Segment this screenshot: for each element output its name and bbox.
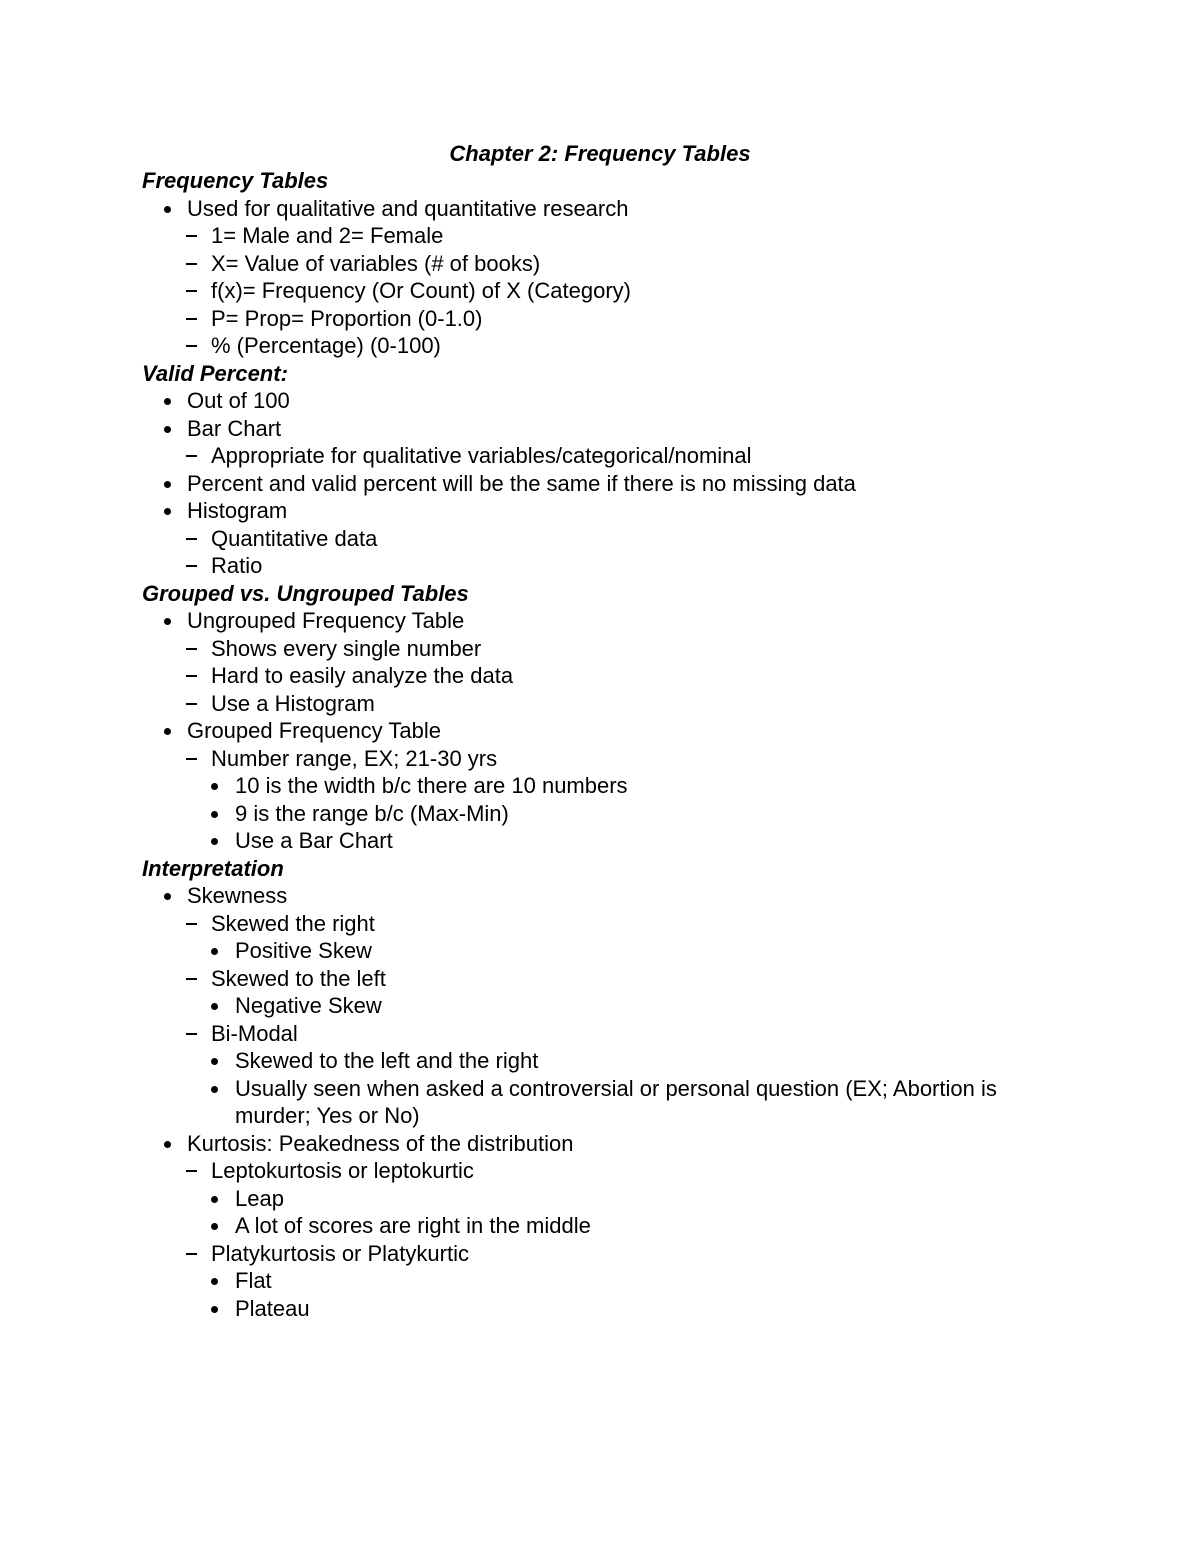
list-item: Skewed the right xyxy=(142,910,1062,938)
list-item: X= Value of variables (# of books) xyxy=(142,250,1062,278)
list-item: Skewed to the left and the right xyxy=(142,1047,1062,1075)
section-heading-frequency-tables: Frequency Tables xyxy=(142,168,329,193)
list-item: Bi-Modal xyxy=(142,1020,1062,1048)
list-item: Hard to easily analyze the data xyxy=(142,662,1062,690)
list-item: Use a Bar Chart xyxy=(142,827,1062,855)
list-item: Grouped Frequency Table xyxy=(142,717,1062,745)
list-item: Positive Skew xyxy=(142,937,1062,965)
list-item: Usually seen when asked a controversial or personal question (EX; Abortion is xyxy=(142,1075,1062,1103)
list-item: Histogram xyxy=(142,497,1062,525)
list-item: Plateau xyxy=(142,1295,1062,1323)
list-item: Negative Skew xyxy=(142,992,1062,1020)
list-item: Kurtosis: Peakedness of the distribution xyxy=(142,1130,1062,1158)
list-item: A lot of scores are right in the middle xyxy=(142,1212,1062,1240)
section-heading-valid-percent: Valid Percent: xyxy=(142,360,288,386)
list-item: % (Percentage) (0-100) xyxy=(142,332,1062,360)
list-item: Appropriate for qualitative variables/categorical/nominal xyxy=(142,442,1062,470)
list-item-continuation: murder; Yes or No) xyxy=(235,1103,420,1128)
list-item: Used for qualitative and quantitative research xyxy=(142,195,1062,223)
list-item: Ungrouped Frequency Table xyxy=(142,607,1062,635)
list-item: Bar Chart xyxy=(142,415,1062,443)
document-body xyxy=(142,167,1062,1322)
list-item: Skewness xyxy=(142,882,1062,910)
list-item: Ratio xyxy=(142,552,1062,580)
list-item: Platykurtosis or Platykurtic xyxy=(142,1240,1062,1268)
list-item: 9 is the range b/c (Max-Min) xyxy=(142,800,1062,828)
list-item: Use a Histogram xyxy=(142,690,1062,718)
section-heading-interpretation: Interpretation xyxy=(142,855,284,881)
list-item: 1= Male and 2= Female xyxy=(142,222,1062,250)
list-item: Leap xyxy=(142,1185,1062,1213)
list-item: Percent and valid percent will be the same if there is no missing data xyxy=(142,470,1062,498)
list-item: P= Prop= Proportion (0-1.0) xyxy=(142,305,1062,333)
list-item: Skewed to the left xyxy=(142,965,1062,993)
list-item: Shows every single number xyxy=(142,635,1062,663)
list-item: f(x)= Frequency (Or Count) of X (Category) xyxy=(142,277,1062,305)
list-item: Leptokurtosis or leptokurtic xyxy=(142,1157,1062,1185)
page-title: Chapter 2: Frequency Tables xyxy=(449,141,751,166)
list-item: Number range, EX; 21-30 yrs xyxy=(142,745,1062,773)
section-heading-grouped-ungrouped: Grouped vs. Ungrouped Tables xyxy=(142,580,469,606)
list-item: Quantitative data xyxy=(142,525,1062,553)
list-item: Out of 100 xyxy=(142,387,1062,415)
list-item: Flat xyxy=(142,1267,1062,1295)
list-item: 10 is the width b/c there are 10 numbers xyxy=(142,772,1062,800)
